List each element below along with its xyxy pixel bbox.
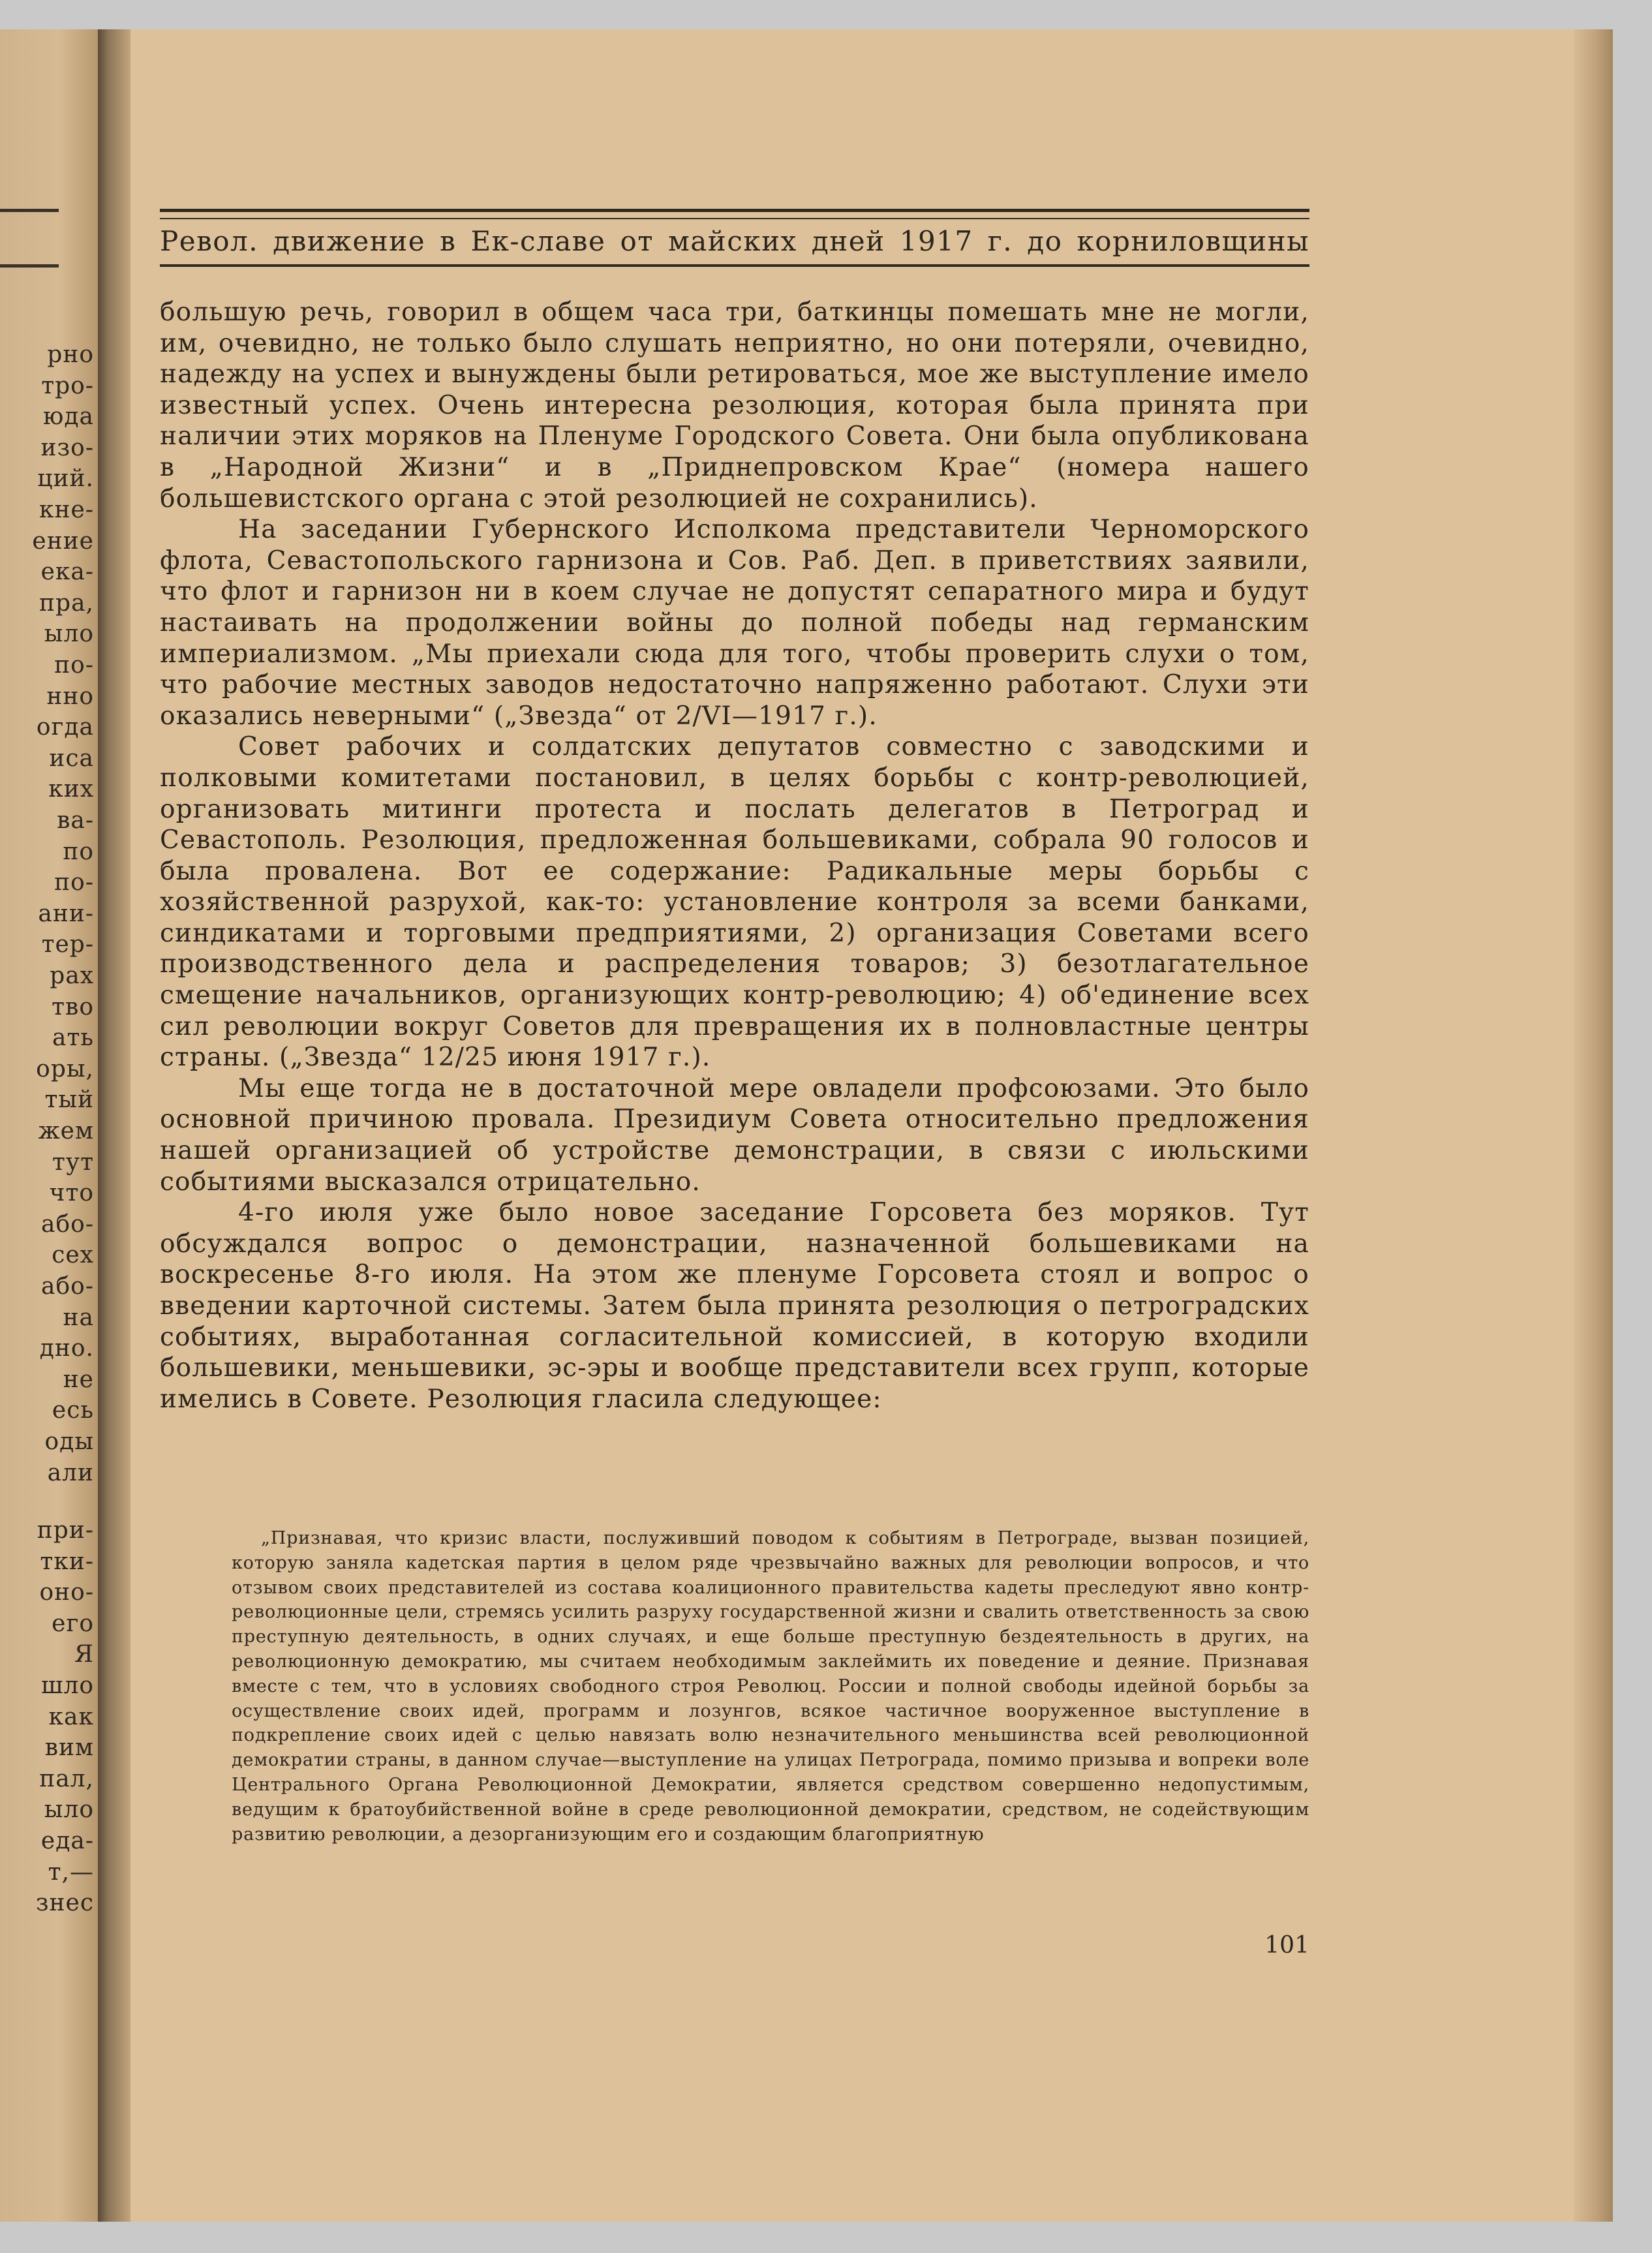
left-page-word-fragment: т,— — [48, 1858, 94, 1886]
left-page-word-fragment: али — [47, 1459, 94, 1486]
body-text — [160, 297, 1309, 1415]
left-page-word-fragment: при- — [37, 1517, 94, 1544]
left-page-word-fragment: дно. — [39, 1335, 94, 1362]
header-rule-top-thin — [160, 218, 1309, 219]
left-page-word-fragment: оно- — [39, 1579, 94, 1606]
left-page-word-fragment: кне- — [39, 497, 94, 523]
left-page-word-fragment: ких — [48, 776, 94, 803]
block-quote — [232, 1526, 1309, 1847]
left-page-word-fragment: Я — [74, 1641, 94, 1668]
left-page-word-fragment: иса — [49, 744, 94, 772]
left-page-word-fragment: по- — [54, 869, 94, 897]
left-page-rule — [0, 209, 59, 212]
left-page-word-fragment: на — [63, 1304, 94, 1331]
paragraph: На заседании Губернского Исполкома представители Черноморского флота, Севастопольского гарнизона и Сов. Раб. Деп. в приветствиях заявили, что флот и гарнизон ни в коем случае не допустят сепаратного мира и будут настаивать на продолжении войны до полной победы над германским империализмом. „Мы приехали сюда для того, чтобы проверить слухи о том, что рабочие местных заводов недостаточно напряженно работают. Слухи эти оказались неверными“ („Звезда“ от 2/VI—1917 г.). — [160, 515, 1309, 731]
left-page-word-fragment: ека- — [40, 559, 94, 586]
left-page-word-fragment: ыло — [44, 1796, 94, 1824]
header-rule-top — [160, 209, 1309, 212]
paragraph: большую речь, говорил в общем часа три, баткинцы помешать мне не могли, им, очевидно, не только было слушать неприятно, но они потеряли, очевидно, надежду на успех и вынуждены были ретироваться, мое же выступление имело известный успех. Очень интересна резолюция, которая была принята при наличии этих моряков на Пленуме Городского Совета. Они была опубликована в „Народной Жизни“ и в „Приднепровском Крае“ (номера нашего большевистского органа с этой резолюцией не сохранились). — [160, 298, 1309, 513]
left-page-word-fragment: пал, — [39, 1765, 94, 1792]
left-page-word-fragment: по — [63, 838, 94, 865]
left-page-word-fragment: есь — [52, 1397, 94, 1424]
left-page-word-fragment: сех — [52, 1242, 94, 1269]
left-page-word-fragment: юда — [43, 403, 94, 431]
left-page-rule — [0, 264, 59, 268]
left-page-word-fragment: тый — [44, 1086, 94, 1114]
left-page-word-fragment: ение — [32, 527, 94, 555]
left-page-word-fragment: не — [63, 1366, 94, 1393]
page-number: 101 — [1264, 1932, 1309, 1959]
left-page-word-fragment: оры, — [36, 1055, 94, 1082]
left-page-word-fragment: ать — [52, 1024, 94, 1052]
paragraph: Мы еще тогда не в достаточной мере овладели профсоюзами. Это было основной причиною провала. Президиум Совета относительно предложения нашей организацией об устройстве демонстрации, в связи с июльскими событиями высказался отрицательно. — [160, 1073, 1309, 1197]
left-page-word-fragment: вим — [44, 1734, 94, 1762]
left-page-word-fragment: шло — [40, 1672, 94, 1699]
left-page-fragment — [0, 29, 98, 2222]
running-head: Револ. движение в Ек-славе от майских дней 1917 г. до корниловщины — [160, 225, 1309, 257]
paragraph: 4-го июля уже было новое заседание Горсовета без моряков. Тут обсуждался вопрос о демонстрации, назначенной большевиками на воскресенье 8-го июля. На этом же пленуме Горсовета стоял и вопрос о введении карточной системы. Затем была принята резолюция о петроградских событиях, выработанная согласительной комиссией, в которую входили большевики, меньшевики, эс-эры и вообще представители всех групп, которые имелись в Совете. Резолюция гласила следующее: — [160, 1198, 1309, 1414]
left-page-word-fragment: тер- — [41, 931, 94, 958]
left-page-word-fragment: по- — [54, 652, 94, 679]
left-page-word-fragment: тро- — [41, 372, 94, 399]
left-page-word-fragment: что — [49, 1180, 94, 1207]
header-rule-bottom — [160, 264, 1309, 267]
left-page-word-fragment: его — [52, 1610, 94, 1637]
paragraph: Совет рабочих и солдатских депутатов совместно с заводскими и полковыми комитетами постановил, в целях борьбы с контр-революцией, организовать митинги протеста и послать делегатов в Петроград и Севастополь. Резолюция, предложенная большевиками, собрала 90 голосов и была провалена. Вот ее содержание: Радикальные меры борьбы с хозяйственной разрухой, как-то: установление контроля за всеми банками, синдикатами и торговыми предприятиями, 2) организация Советами всего производственного дела и распределения товаров; 3) безотлагательное смещение начальников, организующих контр-революцию; 4) об'единение всех сил революции вокруг Советов для превращения их в полновластные центры страны. („Звезда“ 12/25 июня 1917 г.). — [160, 732, 1309, 1073]
left-page-word-fragment: тут — [52, 1148, 94, 1176]
left-page-word-fragment: тки- — [40, 1548, 94, 1575]
left-page-word-fragment: ани- — [38, 900, 94, 927]
left-page-word-fragment: рах — [50, 962, 94, 989]
left-page-word-fragment: еда- — [40, 1828, 94, 1854]
left-page-word-fragment: або- — [41, 1210, 94, 1238]
quote-text: „Признавая, что кризис власти, послуживший поводом к событиям в Петрограде, вызван позицией, которую заняла кадетская партия в целом ряде чрезвычайно важных для революции вопросов, и что отзывом своих представителей из состава коалиционного правительства кадеты преследуют явно контр-революционные цели, стремясь усилить разруху государственной жизни и свалить ответственность за свою преступную деятельность, в одних случаях, и еще больше преступную бездеятельность в других, на революционную демократию, мы считаем необходимым заклеймить их поведение и деяние. Признавая вместе с тем, что в условиях свободного строя Революц. России и полной свободы идейной борьбы за осуществление своих идей, программ и лозунгов, всякое частичное вооруженное выступление в подкрепление своих идей с целью навязать волю незначительного меньшинства всей революционной демократии страны, в данном случае—выступление на улицах Петрограда, помимо призыва и вопреки воле Центрального Органа Революционной Демократии, является средством совершенно недопустимым, ведущим к братоубийственной войне в среде революционной демократии, средством, не содействующим развитию революции, а дезорганизующим его и создающим благоприятную — [232, 1528, 1309, 1845]
left-page-word-fragment: ций. — [37, 465, 94, 493]
left-page-word-fragment: жем — [38, 1118, 94, 1144]
left-page-word-fragment: как — [48, 1703, 94, 1730]
left-page-word-fragment: тво — [52, 993, 94, 1020]
left-page-word-fragment: огда — [36, 714, 94, 741]
left-page-word-fragment: або- — [41, 1273, 94, 1300]
book-gutter — [98, 29, 130, 2222]
scanned-spread — [0, 29, 1613, 2222]
left-page-word-fragment: ыло — [44, 621, 94, 648]
page-edge — [1574, 29, 1613, 2222]
left-page-word-fragment: пра, — [39, 589, 94, 617]
left-page-word-fragment: рно — [47, 341, 94, 368]
left-page-word-fragment: оды — [44, 1428, 94, 1455]
left-page-word-fragment: знес — [35, 1890, 94, 1917]
left-page-word-fragment: изо- — [40, 434, 94, 461]
right-page — [160, 29, 1309, 2222]
left-page-word-fragment: нно — [46, 682, 94, 710]
left-page-word-fragment: ва- — [57, 807, 94, 834]
